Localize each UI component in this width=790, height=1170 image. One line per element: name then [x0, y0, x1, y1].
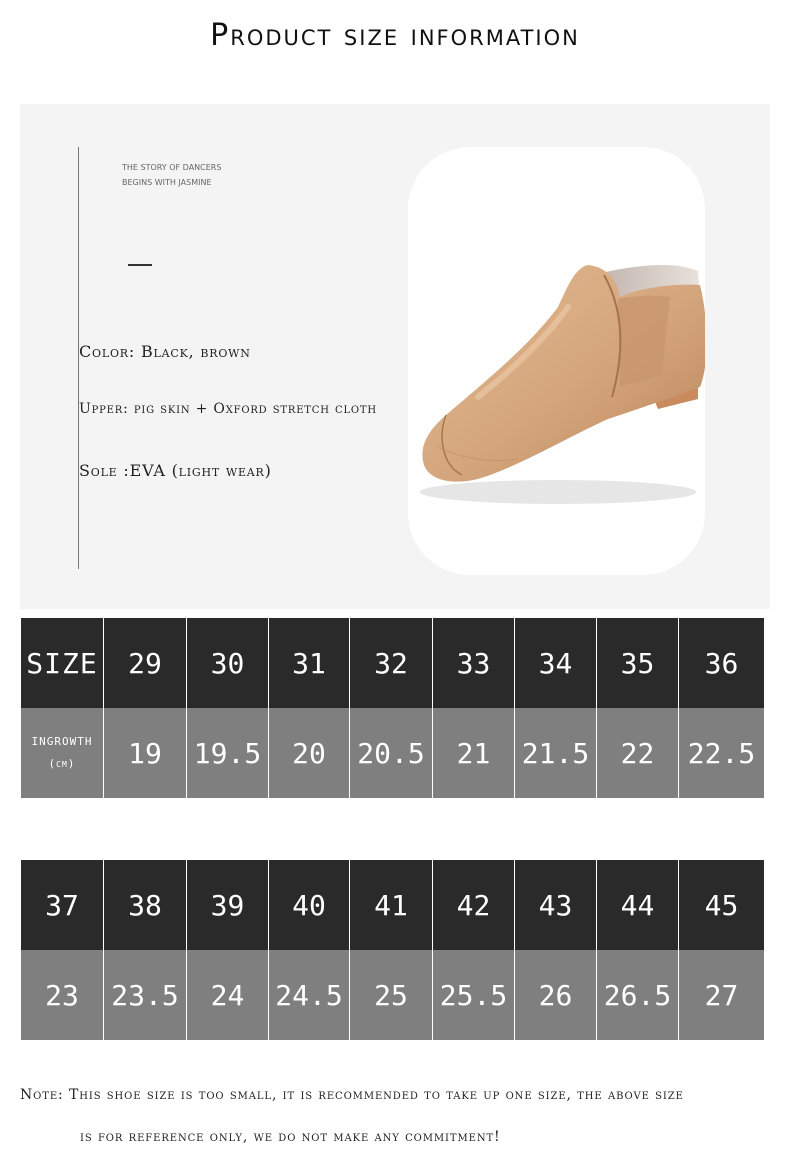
size-cell: 29: [104, 618, 186, 708]
size-cell: 33: [433, 618, 514, 708]
length-cell: 23: [21, 950, 103, 1040]
note-line-1: Note: This shoe size is too small, it is recommended to take up one size, the above size: [20, 1087, 684, 1103]
size-cell: 34: [515, 618, 596, 708]
size-cell: 39: [187, 860, 268, 950]
size-cell: 35: [597, 618, 678, 708]
size-table-1: [20, 618, 765, 798]
size-cell: 41: [350, 860, 432, 950]
size-cell: 37: [21, 860, 103, 950]
spec-sole: Sole :EVA (light wear): [79, 461, 272, 480]
size-table-2: [20, 860, 765, 1040]
size-cell: 32: [350, 618, 432, 708]
length-cell: 19.5: [187, 708, 268, 798]
length-cell: 20.5: [350, 708, 432, 798]
size-label: SIZE: [21, 618, 103, 708]
size-cell: 38: [104, 860, 186, 950]
tagline-line-1: THE STORY OF DANCERS: [122, 163, 222, 172]
length-cell: 26.5: [597, 950, 678, 1040]
product-photo-frame: [408, 147, 705, 575]
length-cell: 24: [187, 950, 268, 1040]
note-line-2: is for reference only, we do not make any commitment!: [80, 1129, 501, 1145]
size-cell: 44: [597, 860, 678, 950]
tagline-line-2: BEGINS WITH JASMINE: [122, 178, 212, 187]
length-cell: 24.5: [269, 950, 349, 1040]
length-cell: 25.5: [433, 950, 514, 1040]
size-cell: 31: [269, 618, 349, 708]
size-cell: 36: [679, 618, 764, 708]
length-cell: 22: [597, 708, 678, 798]
length-cell: 21: [433, 708, 514, 798]
length-cell: 23.5: [104, 950, 186, 1040]
length-cell: 19: [104, 708, 186, 798]
length-cell: 21.5: [515, 708, 596, 798]
size-row: [21, 618, 764, 708]
page-title: Product size information: [210, 18, 580, 53]
tagline: [122, 160, 221, 190]
length-cell: 22.5: [679, 708, 764, 798]
size-cell: 30: [187, 618, 268, 708]
product-hero: [20, 104, 770, 609]
length-label-line-2: (cm): [48, 757, 76, 770]
spec-upper: Upper: pig skin + Oxford stretch cloth: [79, 401, 377, 417]
length-cell: 20: [269, 708, 349, 798]
jazz-shoe-image: [408, 147, 705, 575]
length-row: [21, 950, 764, 1040]
dash-divider: [128, 264, 152, 266]
length-label: [21, 708, 103, 798]
length-cell: 26: [515, 950, 596, 1040]
length-row: [21, 708, 764, 798]
size-cell: 42: [433, 860, 514, 950]
size-cell: 40: [269, 860, 349, 950]
length-cell: 27: [679, 950, 764, 1040]
spec-color: Color: Black, brown: [79, 342, 251, 361]
length-cell: 25: [350, 950, 432, 1040]
size-row: [21, 860, 764, 950]
size-cell: 43: [515, 860, 596, 950]
size-note: [20, 1074, 772, 1158]
size-cell: 45: [679, 860, 764, 950]
length-label-line-1: INGROWTH: [31, 735, 93, 748]
